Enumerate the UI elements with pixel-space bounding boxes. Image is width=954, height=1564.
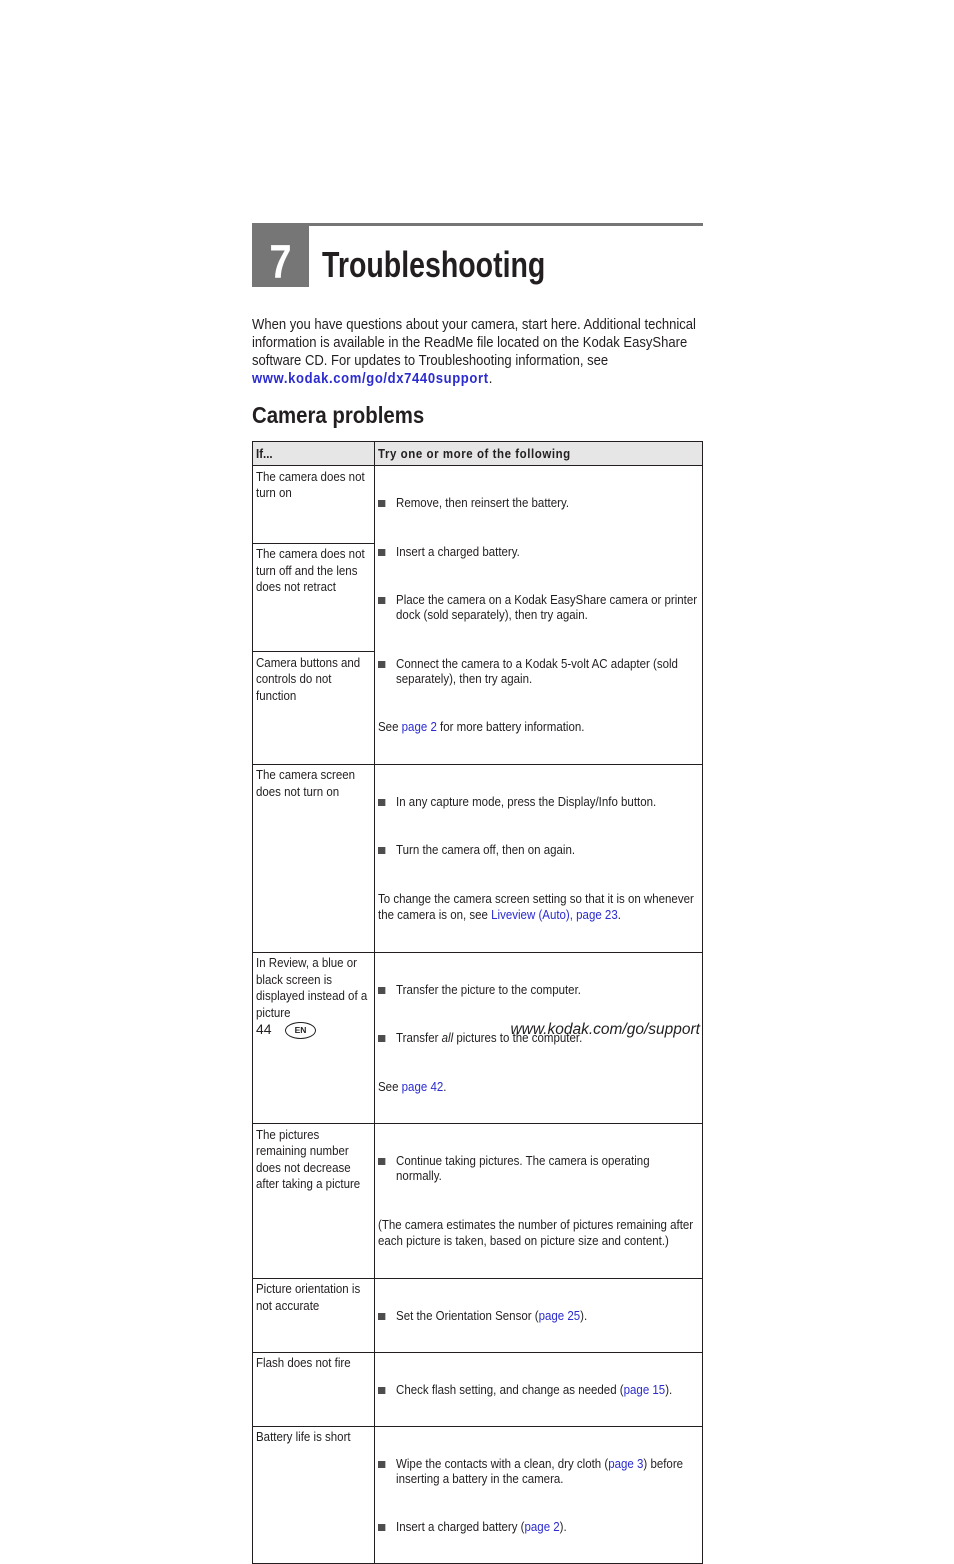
note-text [378, 891, 694, 924]
note-text: (The camera estimates the number of pictures remaining after each picture is taken, based on picture size and content.) [378, 1217, 694, 1248]
page-25-link[interactable]: page 25 [538, 1308, 581, 1323]
column-header-if-text: If... [256, 446, 273, 461]
bullet-text-end: ). [559, 1520, 567, 1534]
bullet-text-end: pictures to the computer. [453, 1031, 583, 1045]
solution-content [378, 1126, 694, 1278]
bullet-square-icon [378, 1524, 385, 1531]
section-title: Camera problems [252, 402, 425, 428]
intro-text: When you have questions about your camera, start here. Additional technical information is available in the ReadMe file located on the Kodak EasyShare software CD. For updates to Troubleshooting information, see [252, 316, 696, 370]
solution-content [378, 1355, 673, 1426]
solution-cell [375, 764, 703, 952]
condition-text: The camera screen does not turn on [256, 768, 356, 799]
bullet-item [378, 1154, 673, 1184]
bullet-text-end: ) before inserting a battery in the camera. [396, 1456, 684, 1486]
condition-text: Flash does not fire [256, 1356, 351, 1370]
page-42-link[interactable]: page 42 [401, 1079, 444, 1094]
footer-support-url[interactable]: www.kodak.com/go/support [510, 1020, 700, 1038]
table-header-row [253, 442, 703, 466]
bullet-text: Transfer the picture to the computer. [396, 982, 581, 997]
note-text-start: See [378, 720, 402, 734]
bullet-square-icon [378, 549, 385, 556]
note-text [378, 1079, 673, 1096]
bullet-square-icon [378, 661, 385, 668]
bullet-square-icon [378, 1313, 385, 1320]
page-number: 44 [256, 1021, 272, 1037]
table-row [253, 1426, 703, 1564]
note-text-end: . [443, 1079, 447, 1094]
bullet-square-icon [378, 847, 385, 854]
table-row [253, 764, 703, 952]
bullet-square-icon [378, 500, 385, 507]
column-header-action [375, 442, 703, 466]
bullet-item [378, 545, 673, 560]
solution-content [378, 1281, 673, 1352]
condition-text: In Review, a blue or black screen is displayed instead of a picture [256, 956, 368, 1020]
bullet-text-emphasis: all [441, 1031, 454, 1045]
bullet-text: Place the camera on a Kodak EasyShare camera or printer dock (sold separately), then try again. [396, 593, 698, 622]
solution-cell [375, 1352, 703, 1426]
bullet-item [378, 1520, 673, 1535]
bullet-text-start: Wipe the contacts with a clean, dry cloth ( [396, 1456, 609, 1471]
table-row [253, 466, 703, 544]
bullet-text-start: Insert a charged battery ( [396, 1520, 525, 1534]
camera-problems-table [252, 441, 703, 1564]
chapter-number-box [252, 226, 309, 287]
bullet-text: Continue taking pictures. The camera is operating normally. [396, 1154, 650, 1183]
bullet-item [378, 795, 673, 810]
bullet-text-end: ). [665, 1382, 673, 1397]
bullet-square-icon [378, 987, 385, 994]
bullet-item [378, 983, 673, 998]
solution-content [378, 468, 698, 764]
condition-cell [253, 1124, 375, 1279]
bullet-text-start: Check flash setting, and change as needed ( [396, 1382, 624, 1397]
page-3-link[interactable]: page 3 [608, 1456, 644, 1471]
bullet-item [378, 1309, 673, 1324]
bullet-text: Connect the camera to a Kodak 5-volt AC adapter (sold separately), then try again. [396, 656, 678, 686]
condition-text: Picture orientation is not accurate [256, 1282, 361, 1313]
bullet-text-start: Transfer [396, 1031, 442, 1045]
bullet-square-icon [378, 799, 385, 806]
condition-cell [253, 652, 375, 764]
chapter-number: 7 [269, 234, 292, 288]
bullet-item [378, 496, 673, 511]
note-text-start: To change the camera screen setting so that it is on whenever the camera is on, see [378, 891, 694, 922]
bullet-item [378, 843, 673, 858]
condition-cell [253, 764, 375, 952]
column-header-if [253, 442, 375, 466]
table-row [253, 1124, 703, 1279]
bullet-square-icon [378, 1158, 385, 1165]
solution-content [378, 767, 694, 952]
note-text-start: See [378, 1079, 402, 1094]
column-header-action-text: Try one or more of the following [378, 446, 571, 461]
page-2-link[interactable]: page 2 [524, 1520, 560, 1534]
bullet-text: Turn the camera off, then on again. [396, 843, 576, 857]
bullet-item [378, 593, 698, 623]
solution-cell [375, 466, 703, 765]
bullet-square-icon [378, 1035, 385, 1042]
condition-cell [253, 466, 375, 544]
chapter-rule [252, 223, 703, 226]
table-row [253, 1278, 703, 1352]
bullet-item [378, 1456, 684, 1487]
condition-text: Camera buttons and controls do not function [256, 655, 361, 703]
support-url-link[interactable]: www.kodak.com/go/dx7440support [252, 371, 489, 388]
condition-text: The pictures remaining number does not decrease after taking a picture [256, 1127, 361, 1191]
page-15-link[interactable]: page 15 [623, 1382, 666, 1397]
solution-content [378, 1429, 684, 1564]
solution-cell [375, 1124, 703, 1279]
bullet-square-icon [378, 597, 385, 604]
note-text-end: for more battery information. [436, 720, 585, 734]
solution-cell [375, 1278, 703, 1352]
bullet-item [378, 1383, 673, 1398]
condition-cell [253, 543, 375, 652]
bullet-text: Insert a charged battery. [396, 544, 520, 559]
bullet-item [378, 656, 678, 687]
intro-period: . [488, 371, 493, 388]
page-2-link[interactable]: page 2 [401, 720, 437, 734]
condition-cell [253, 1426, 375, 1564]
bullet-text: Remove, then reinsert the battery. [396, 496, 570, 510]
chapter-title: Troubleshooting [322, 243, 546, 285]
condition-text: The camera does not turn off and the lens does not retract [256, 547, 365, 595]
bullet-text: In any capture mode, press the Display/Info button. [396, 794, 657, 809]
bullet-text-start: Set the Orientation Sensor ( [396, 1308, 539, 1323]
intro-paragraph [252, 316, 696, 389]
condition-text: Battery life is short [256, 1430, 351, 1444]
solution-content [378, 955, 673, 1124]
note-text [378, 719, 673, 736]
liveview-auto-page-23-link[interactable]: Liveview (Auto), page 23 [491, 908, 618, 922]
condition-cell [253, 1352, 375, 1426]
bullet-square-icon [378, 1387, 385, 1394]
solution-cell [375, 1426, 703, 1564]
condition-text: The camera does not turn on [256, 469, 365, 500]
bullet-square-icon [378, 1461, 385, 1468]
language-badge: EN [285, 1022, 316, 1039]
bullet-text-end: ). [580, 1308, 588, 1323]
condition-cell [253, 1278, 375, 1352]
table-row [253, 1352, 703, 1426]
note-text-end: . [617, 908, 621, 922]
